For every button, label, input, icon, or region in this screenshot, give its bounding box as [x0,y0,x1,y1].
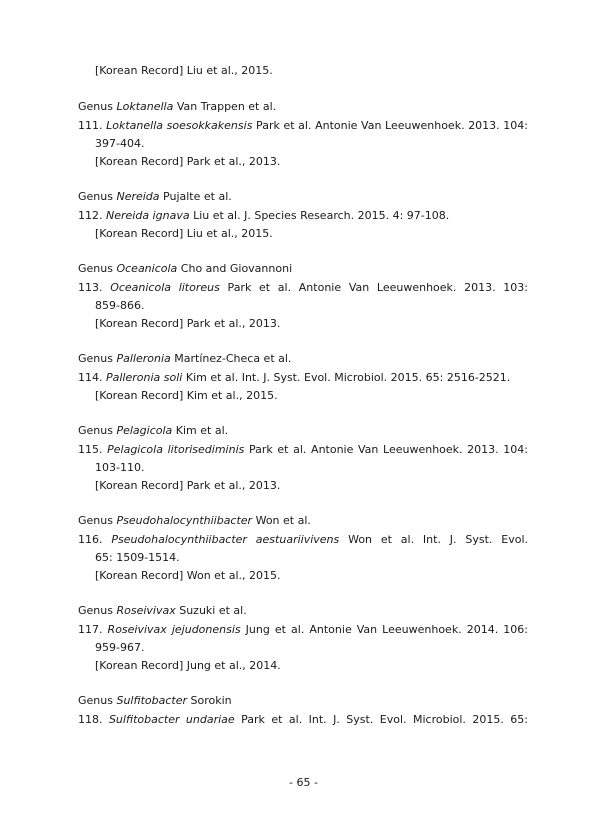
line-text: Genus [78,190,117,203]
text-line [95,479,545,493]
text-line [78,371,528,385]
taxon-name: Palleronia [116,352,171,365]
line-text: [Korean Record] Liu et al., 2015. [95,64,273,77]
taxon-name: Pseudohalocynthiibacter aestuariivivens [111,533,340,546]
line-text: Sorokin [187,694,232,707]
line-text: Park et al. Antonie Van Leeuwenhoek. 2013. 104: [244,443,528,456]
taxon-name: Pelagicola litorisediminis [107,443,245,456]
line-text: 118. [78,713,109,726]
text-line [78,514,528,528]
line-text: 959-967. [95,641,145,654]
text-line [95,299,545,313]
line-text: 117. [78,623,108,636]
text-line [95,64,545,78]
line-text: Won et al. Int. J. Syst. Evol. [348,533,528,546]
text-line [95,659,545,673]
text-line [78,424,528,438]
line-text: Kim et al. [172,424,229,437]
line-text: [Korean Record] Park et al., 2013. [95,317,281,330]
taxon-name: Sulfitobacter [116,694,188,707]
text-line [95,569,545,583]
text-line [78,262,528,276]
text-line [95,317,545,331]
text-line [95,461,545,475]
line-text: 114. [78,371,106,384]
line-text: Suzuki et al. [175,604,247,617]
text-line [95,137,545,151]
text-line [78,694,528,708]
line-text: Cho and Giovannoni [177,262,293,275]
line-text: [Korean Record] Liu et al., 2015. [95,227,273,240]
line-text: Liu et al. J. Species Research. 2015. 4: 97-108. [189,209,450,222]
taxon-name: Pelagicola [116,424,173,437]
line-text: Van Trappen et al. [173,100,277,113]
text-line [78,119,528,133]
text-line [78,190,528,204]
line-text: Won et al. [252,514,311,527]
taxon-name: Roseivivax [116,604,176,617]
text-line [95,155,545,169]
line-text: Genus [78,604,117,617]
line-text: Park et al. Antonie Van Leeuwenhoek. 2013. 103: [219,281,528,294]
line-text: Genus [78,262,117,275]
line-text: Genus [78,352,117,365]
text-line [78,281,528,295]
text-line [95,227,545,241]
line-text: Genus [78,424,117,437]
text-line [95,389,545,403]
taxon-name: Roseivivax jejudonensis [107,623,241,636]
taxon-name: Palleronia soli [106,371,183,384]
text-line [95,641,545,655]
line-text: 103-110. [95,461,145,474]
line-text: Genus [78,100,117,113]
text-line [78,209,528,223]
line-text: [Korean Record] Park et al., 2013. [95,155,281,168]
line-text: 859-866. [95,299,145,312]
taxon-name: Oceanicola [116,262,178,275]
line-text: 115. [78,443,108,456]
text-line [78,443,528,457]
page-number: - 65 - [289,776,318,789]
text-line [78,623,528,637]
line-text: 112. [78,209,106,222]
line-text: [Korean Record] Kim et al., 2015. [95,389,278,402]
text-line [95,551,545,565]
text-line [78,604,528,618]
line-text: [Korean Record] Park et al., 2013. [95,479,281,492]
line-text: Genus [78,514,117,527]
taxon-name: Loktanella [116,100,174,113]
text-line [78,713,528,727]
line-text: 397-404. [95,137,145,150]
text-line [78,352,528,366]
line-text: Pujalte et al. [159,190,232,203]
line-text: 113. [78,281,111,294]
line-text: 116. [78,533,112,546]
taxon-name: Pseudohalocynthiibacter [116,514,253,527]
text-line [78,100,528,114]
taxon-name: Loktanella soesokkakensis [106,119,253,132]
taxon-name: Nereida [116,190,160,203]
taxon-name: Nereida ignava [106,209,190,222]
line-text: 65: 1509-1514. [95,551,180,564]
line-text: Martínez-Checa et al. [170,352,292,365]
taxon-name: Oceanicola litoreus [110,281,220,294]
line-text: Genus [78,694,117,707]
taxon-name: Sulfitobacter undariae [108,713,235,726]
line-text: 111. [78,119,107,132]
line-text: [Korean Record] Won et al., 2015. [95,569,281,582]
line-text: [Korean Record] Jung et al., 2014. [95,659,281,672]
line-text: Park et al. Antonie Van Leeuwenhoek. 2013. 104: [252,119,528,132]
line-text: Kim et al. Int. J. Syst. Evol. Microbiol. 2015. 65: 2516-2521. [182,371,511,384]
line-text: Park et al. Int. J. Syst. Evol. Microbiol. 2015. 65: [234,713,528,726]
line-text: Jung et al. Antonie Van Leeuwenhoek. 2014. 106: [240,623,528,636]
text-line [78,533,528,547]
